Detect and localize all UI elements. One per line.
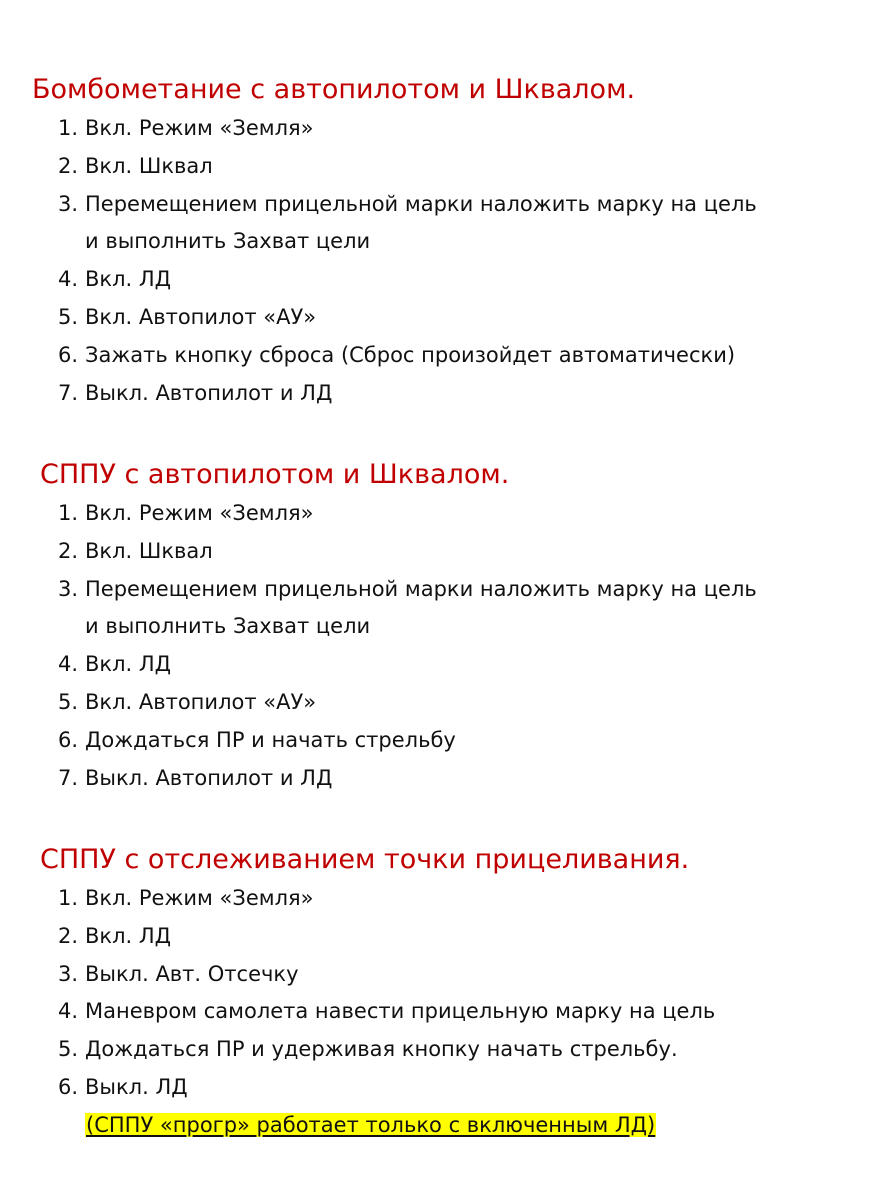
list-item — [0, 760, 879, 798]
list-item — [0, 956, 879, 994]
list-item — [0, 110, 879, 148]
step-text: Вкл. Автопилот «АУ» — [85, 304, 317, 329]
step-number: 4. — [57, 652, 78, 677]
step-text: Дождаться ПР и начать стрельбу — [85, 727, 456, 752]
step-text: Вкл. Шквал — [85, 153, 213, 178]
step-text: Вкл. Автопилот «АУ» — [85, 689, 317, 714]
step-text: Вкл. Режим «Земля» — [85, 501, 314, 525]
step-text: Выкл. Автопилот и ЛД — [85, 765, 333, 790]
section-bombing-autopilot — [0, 70, 879, 412]
step-text: Зажать кнопку сброса (Сброс произойдет автоматически) — [85, 342, 736, 367]
steps-list — [0, 495, 879, 797]
step-text: Вкл. ЛД — [85, 267, 172, 292]
step-number: 7. — [57, 765, 78, 790]
list-item — [0, 299, 879, 337]
step-number: 2. — [57, 538, 78, 563]
list-item — [0, 375, 879, 413]
step-text: Вкл. Режим «Земля» — [85, 116, 314, 140]
step-text: Вкл. ЛД — [85, 652, 172, 677]
list-item — [0, 533, 879, 571]
highlighted-note — [0, 1107, 879, 1145]
section-sppu-autopilot — [0, 455, 879, 797]
list-item — [0, 993, 879, 1031]
step-number: 4. — [57, 267, 78, 292]
note-text: (СППУ «прогр» работает только с включенным ЛД) — [86, 1112, 656, 1137]
step-text: Выкл. Авт. Отсечку — [85, 961, 299, 986]
step-text: Перемещением прицельной марки наложить марку на цель — [85, 191, 757, 216]
list-item — [0, 261, 879, 299]
step-text: Выкл. ЛД — [85, 1074, 188, 1099]
step-number: 3. — [57, 191, 78, 216]
list-item — [0, 684, 879, 722]
step-number: 2. — [57, 923, 78, 948]
section-heading: СППУ с отслеживанием точки прицеливания. — [40, 844, 690, 875]
step-number: 3. — [57, 961, 78, 986]
list-item — [0, 186, 879, 262]
step-number: 1. — [57, 116, 78, 140]
steps-list — [0, 880, 879, 1107]
step-number: 6. — [57, 1074, 78, 1099]
step-number: 6. — [57, 342, 78, 367]
list-item — [0, 1031, 879, 1069]
step-text: Перемещением прицельной марки наложить марку на цель — [85, 576, 757, 601]
list-item — [0, 495, 879, 533]
steps-list — [0, 110, 879, 412]
step-number: 5. — [57, 689, 78, 714]
step-number: 6. — [57, 727, 78, 752]
step-number: 1. — [57, 501, 78, 525]
list-item — [0, 148, 879, 186]
step-text: Вкл. ЛД — [85, 923, 172, 948]
list-item — [0, 918, 879, 956]
step-number: 2. — [57, 153, 78, 178]
list-item — [0, 880, 879, 918]
step-text: Выкл. Автопилот и ЛД — [85, 380, 333, 405]
section-heading: СППУ с автопилотом и Шквалом. — [40, 459, 510, 490]
step-number: 5. — [57, 1037, 78, 1062]
list-item — [0, 722, 879, 760]
step-text: Маневром самолета навести прицельную марку на цель — [85, 999, 716, 1024]
step-number: 4. — [57, 999, 78, 1024]
list-item — [0, 571, 879, 647]
step-number: 1. — [57, 886, 78, 910]
section-heading: Бомбометание с автопилотом и Шквалом. — [32, 74, 636, 105]
step-text-continued: и выполнить Захват цели — [85, 614, 371, 639]
section-sppu-tracking — [0, 840, 879, 1145]
step-number: 5. — [57, 304, 78, 329]
list-item — [0, 646, 879, 684]
list-item — [0, 337, 879, 375]
step-text: Дождаться ПР и удерживая кнопку начать стрельбу. — [85, 1037, 678, 1062]
step-text-continued: и выполнить Захват цели — [85, 229, 371, 254]
step-number: 7. — [57, 380, 78, 405]
step-number: 3. — [57, 576, 78, 601]
list-item — [0, 1069, 879, 1107]
step-text: Вкл. Режим «Земля» — [85, 886, 314, 910]
step-text: Вкл. Шквал — [85, 538, 213, 563]
